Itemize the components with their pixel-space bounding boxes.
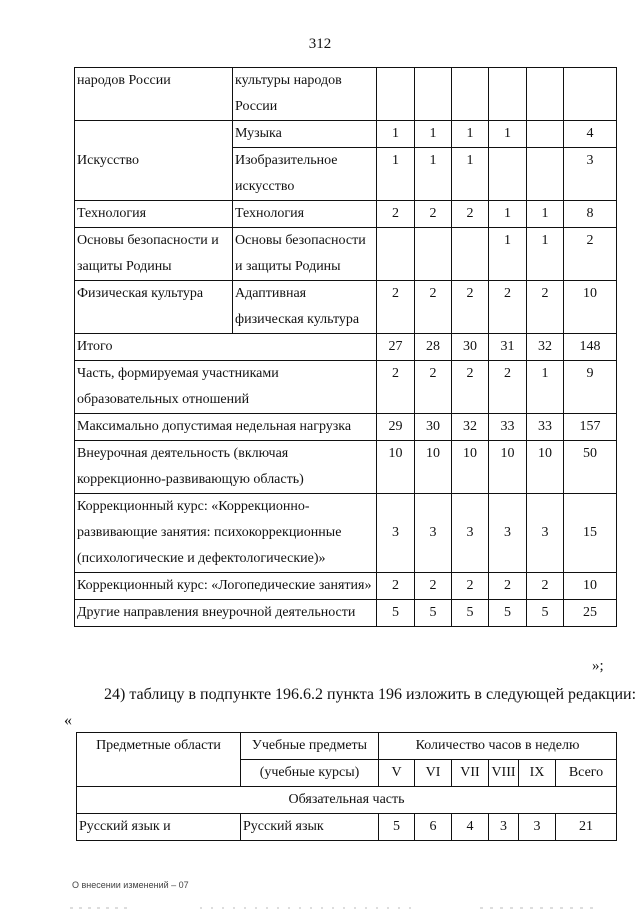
table-row	[77, 814, 617, 841]
hours-cell: 3	[452, 494, 489, 573]
subject-cell: культуры народов России	[233, 68, 377, 121]
area-cell: Русский язык и	[77, 814, 241, 841]
table-row	[75, 68, 617, 121]
area-cell: Физическая культура	[75, 281, 233, 334]
grade-header: VII	[452, 760, 489, 787]
hours-cell: 2	[415, 281, 452, 334]
hours-cell: 3	[377, 494, 415, 573]
amendment-paragraph: 24) таблицу в подпункте 196.6.2 пункта 196 изложить в следующей редакции:	[104, 686, 637, 703]
row-label: Коррекционный курс: «Логопедические занятия»	[75, 573, 377, 600]
row-label: Коррекционный курс: «Коррекционно-развивающие занятия: психокоррекционные (психологические и дефектологические)»	[75, 494, 377, 573]
hours-cell: 5	[415, 600, 452, 627]
section-label: Обязательная часть	[77, 787, 617, 814]
footer-note: О внесении изменений – 07	[72, 880, 189, 890]
row-label: Внеурочная деятельность (включая коррекционно-развивающую область)	[75, 441, 377, 494]
total-cell: 4	[564, 121, 617, 148]
row-label: Другие направления внеурочной деятельности	[75, 600, 377, 627]
curriculum-table	[74, 67, 617, 627]
scan-noise	[0, 905, 640, 911]
hours-cell	[452, 228, 489, 281]
table-row	[75, 228, 617, 281]
hours-cell: 5	[379, 814, 415, 841]
grade-header: Всего	[556, 760, 617, 787]
closing-quote: »;	[592, 658, 604, 674]
total-cell: 10	[564, 281, 617, 334]
opening-quote: «	[64, 712, 72, 729]
table-row-total	[75, 361, 617, 414]
hours-cell: 3	[415, 494, 452, 573]
hours-cell: 2	[489, 281, 527, 334]
hours-cell	[527, 148, 564, 201]
total-cell: 15	[564, 494, 617, 573]
hours-cell: 1	[489, 121, 527, 148]
table-row-total	[75, 441, 617, 494]
hours-cell: 2	[527, 573, 564, 600]
subject-cell: Основы безопасности и защиты Родины	[233, 228, 377, 281]
hours-cell: 1	[452, 121, 489, 148]
hours-cell	[415, 228, 452, 281]
area-cell: народов России	[75, 68, 233, 121]
hours-cell: 10	[527, 441, 564, 494]
hours-cell: 29	[377, 414, 415, 441]
grade-header: VIII	[489, 760, 519, 787]
hours-cell: 1	[489, 228, 527, 281]
total-cell: 9	[564, 361, 617, 414]
table-row-total	[75, 334, 617, 361]
hours-cell: 3	[527, 494, 564, 573]
hours-cell: 2	[452, 201, 489, 228]
hours-cell	[452, 68, 489, 121]
hours-cell: 1	[527, 361, 564, 414]
hours-cell: 1	[452, 148, 489, 201]
hours-cell: 1	[415, 121, 452, 148]
hours-cell: 1	[415, 148, 452, 201]
hours-cell	[415, 68, 452, 121]
hours-cell: 1	[527, 228, 564, 281]
table-row-total	[75, 414, 617, 441]
hours-cell: 5	[377, 600, 415, 627]
page-number: 312	[308, 36, 332, 52]
hours-cell: 2	[377, 201, 415, 228]
hours-cell: 10	[415, 441, 452, 494]
hours-cell: 2	[452, 281, 489, 334]
hours-cell: 3	[489, 814, 519, 841]
hours-cell	[527, 68, 564, 121]
table-row-total	[75, 600, 617, 627]
hours-cell: 2	[489, 361, 527, 414]
total-cell: 3	[564, 148, 617, 201]
hours-cell: 28	[415, 334, 452, 361]
table-row-total	[75, 573, 617, 600]
hours-cell: 10	[452, 441, 489, 494]
total-cell: 157	[564, 414, 617, 441]
hours-cell: 31	[489, 334, 527, 361]
hours-cell: 4	[452, 814, 489, 841]
hours-cell: 27	[377, 334, 415, 361]
hours-cell: 1	[377, 121, 415, 148]
hours-cell: 2	[452, 573, 489, 600]
hours-cell: 6	[415, 814, 452, 841]
hours-cell: 2	[377, 573, 415, 600]
area-cell: Технология	[75, 201, 233, 228]
header-area: Предметные области	[77, 733, 241, 787]
row-label: Максимально допустимая недельная нагрузка	[75, 414, 377, 441]
hours-cell: 33	[489, 414, 527, 441]
total-cell: 21	[556, 814, 617, 841]
total-cell: 50	[564, 441, 617, 494]
table-row	[75, 201, 617, 228]
hours-cell: 1	[489, 201, 527, 228]
header-subject: Учебные предметы	[241, 733, 379, 760]
total-cell: 148	[564, 334, 617, 361]
grade-header: IX	[519, 760, 556, 787]
subject-cell: Изобразительное искусство	[233, 148, 377, 201]
hours-cell	[489, 148, 527, 201]
section-row	[77, 787, 617, 814]
header-row	[77, 733, 617, 760]
hours-cell: 1	[377, 148, 415, 201]
hours-cell	[377, 68, 415, 121]
area-cell: Искусство	[75, 121, 233, 201]
hours-cell: 2	[377, 281, 415, 334]
total-cell: 10	[564, 573, 617, 600]
hours-cell: 2	[415, 573, 452, 600]
hours-cell	[527, 121, 564, 148]
grade-header: V	[379, 760, 415, 787]
row-label: Часть, формируемая участниками образовательных отношений	[75, 361, 377, 414]
hours-cell: 2	[415, 361, 452, 414]
total-cell: 25	[564, 600, 617, 627]
subject-cell: Адаптивная физическая культура	[233, 281, 377, 334]
hours-cell: 32	[452, 414, 489, 441]
subject-cell: Русский язык	[241, 814, 379, 841]
hours-cell: 5	[489, 600, 527, 627]
subject-cell: Музыка	[233, 121, 377, 148]
area-cell: Основы безопасности и защиты Родины	[75, 228, 233, 281]
total-cell: 2	[564, 228, 617, 281]
hours-cell: 33	[527, 414, 564, 441]
header-subject-sub: (учебные курсы)	[241, 760, 379, 787]
hours-cell: 2	[415, 201, 452, 228]
total-cell	[564, 68, 617, 121]
hours-cell: 10	[489, 441, 527, 494]
grade-header: VI	[415, 760, 452, 787]
hours-cell: 2	[527, 281, 564, 334]
table-row	[75, 121, 617, 148]
hours-cell	[489, 68, 527, 121]
header-hours: Количество часов в неделю	[379, 733, 617, 760]
hours-cell: 3	[489, 494, 527, 573]
hours-cell: 3	[519, 814, 556, 841]
total-cell: 8	[564, 201, 617, 228]
hours-cell: 2	[489, 573, 527, 600]
subject-cell: Технология	[233, 201, 377, 228]
hours-cell: 1	[527, 201, 564, 228]
hours-cell	[377, 228, 415, 281]
hours-cell: 2	[452, 361, 489, 414]
hours-cell: 10	[377, 441, 415, 494]
row-label: Итого	[75, 334, 377, 361]
hours-cell: 32	[527, 334, 564, 361]
table-row	[75, 281, 617, 334]
table-row-total	[75, 494, 617, 573]
hours-cell: 2	[377, 361, 415, 414]
hours-cell: 30	[452, 334, 489, 361]
hours-cell: 30	[415, 414, 452, 441]
hours-cell: 5	[527, 600, 564, 627]
hours-cell: 5	[452, 600, 489, 627]
amended-table	[76, 732, 617, 841]
